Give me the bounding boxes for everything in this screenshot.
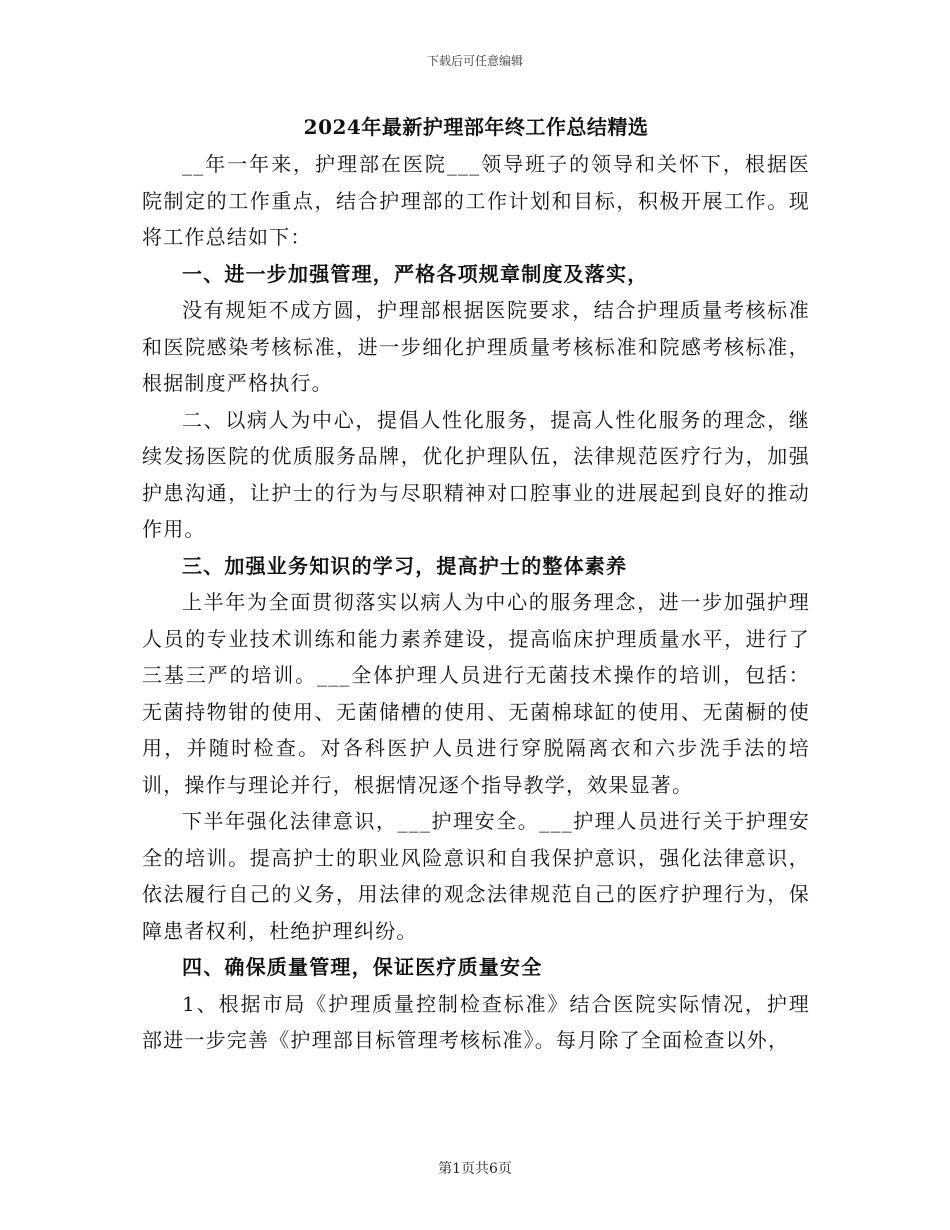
page-footer: 第1页共6页 <box>438 1161 512 1177</box>
intro-paragraph: __年一年来，护理部在医院___领导班子的领导和关怀下，根据医院制定的工作重点，结合护理部的工作计划和目标，积极开展工作。现将工作总结如下： <box>142 152 810 249</box>
section-3-paragraph-2: 下半年强化法律意识，___护理安全。___护理人员进行关于护理安全的培训。提高护士的职业风险意识和自我保护意识，强化法律意识，依法履行自己的义务，用法律的观念法律规范自己的医疗护理行为，保障患者权利，杜绝护理纠纷。 <box>142 809 810 943</box>
section-heading-1: 一、进一步加强管理，严格各项规章制度及落实， <box>182 261 649 286</box>
section-1-paragraph: 没有规矩不成方圆，护理部根据医院要求，结合护理质量考核标准和医院感染考核标准，进一步细化护理质量考核标准和院感考核标准，根据制度严格执行。 <box>142 298 810 395</box>
document-title: 2024年最新护理部年终工作总结精选 <box>303 115 649 139</box>
section-heading-3: 三、加强业务知识的学习，提高护士的整体素养 <box>182 553 628 578</box>
section-4-paragraph-1: 1、根据市局《护理质量控制检查标准》结合医院实际情况，护理部进一步完善《护理部目标管理考核标准》。每月除了全面检查以外， <box>142 991 810 1052</box>
section-2-paragraph: 二、以病人为中心，提倡人性化服务，提高人性化服务的理念，继续发扬医院的优质服务品牌，优化护理队伍，法律规范医疗行为，加强护患沟通，让护士的行为与尽职精神对口腔事业的进展起到良好的推动作用。 <box>142 407 810 541</box>
header-note: 下载后可任意编辑 <box>426 54 523 68</box>
section-3-paragraph-1: 上半年为全面贯彻落实以病人为中心的服务理念，进一步加强护理人员的专业技术训练和能力素养建设，提高临床护理质量水平，进行了三基三严的培训。___全体护理人员进行无菌技术操作的培训，包括：无菌持物钳的使用、无菌储槽的使用、无菌棉球缸的使用、无菌橱的使用，并随时检查。对各科医护人员进行穿脱隔离衣和六步洗手法的培训，操作与理论并行，根据情况逐个指导教学，效果显著。 <box>142 590 810 797</box>
document-body <box>142 112 810 1059</box>
section-heading-4: 四、确保质量管理，保证医疗质量安全 <box>182 955 543 979</box>
